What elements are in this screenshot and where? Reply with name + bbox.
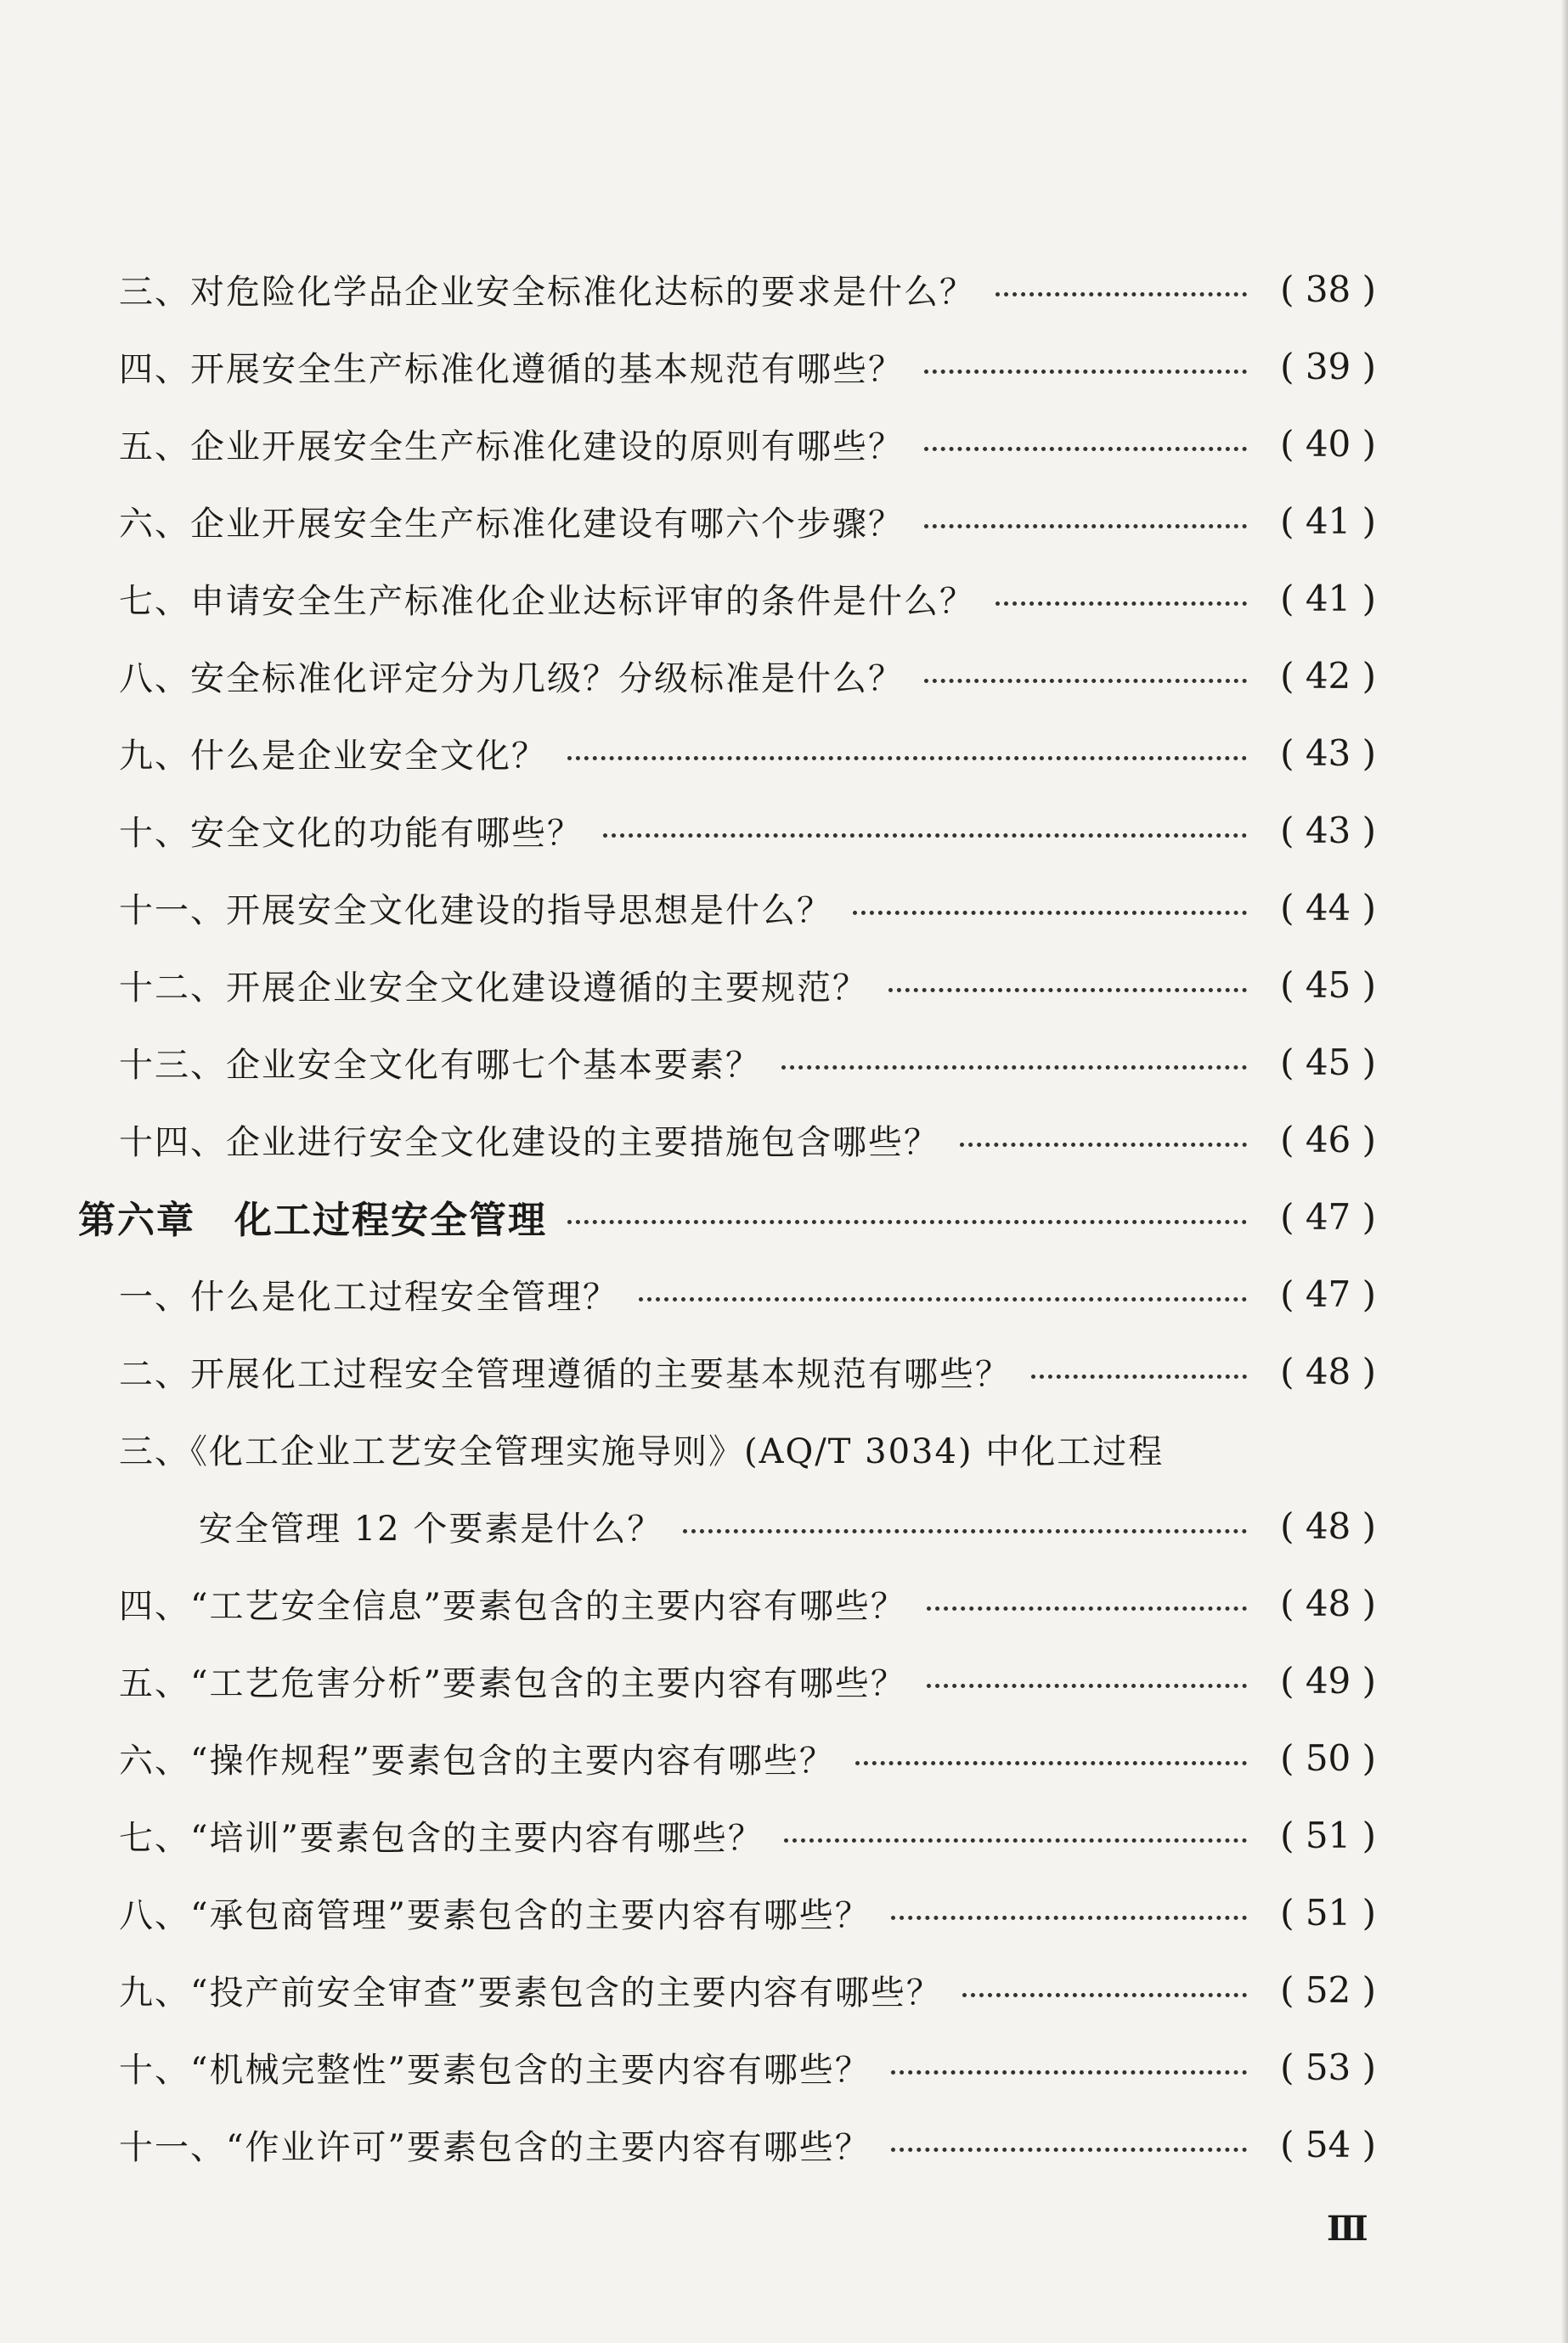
toc-entry[interactable]	[119, 332, 1376, 400]
dot-leader	[996, 601, 1247, 606]
toc-entry-continuation[interactable]	[199, 1492, 1376, 1560]
toc-entry-title: 七、“培训”要素包含的主要内容有哪些？	[119, 1818, 764, 1858]
toc-entry-title-continuation: 安全管理 12 个要素是什么？	[199, 1509, 663, 1549]
toc-entry[interactable]	[119, 951, 1376, 1019]
toc-entry-page: ( 45 )	[1280, 963, 1376, 1006]
toc-entry-page: ( 38 )	[1280, 268, 1376, 310]
toc-entry-page: ( 43 )	[1280, 731, 1376, 774]
dot-leader	[924, 447, 1247, 451]
toc-entry[interactable]	[119, 873, 1376, 941]
toc-chapter-heading[interactable]	[78, 1183, 1376, 1251]
toc-entry[interactable]	[119, 1105, 1376, 1173]
toc-entry[interactable]	[119, 1028, 1376, 1096]
dot-leader	[891, 2148, 1247, 2152]
toc-entry-title: 十一、开展安全文化建设的指导思想是什么？	[119, 890, 832, 930]
toc-entry-title: 十三、企业安全文化有哪七个基本要素？	[119, 1045, 761, 1085]
chapter-page: ( 47 )	[1280, 1195, 1376, 1238]
dot-leader	[853, 911, 1247, 915]
toc-entry-title: 四、开展安全生产标准化遵循的基本规范有哪些？	[119, 349, 904, 389]
toc-entry-title: 八、“承包商管理”要素包含的主要内容有哪些？	[119, 1895, 871, 1935]
toc-entry-page: ( 47 )	[1280, 1273, 1376, 1315]
dot-leader	[924, 370, 1247, 374]
toc-entry-page: ( 41 )	[1280, 577, 1376, 619]
dot-leader	[888, 988, 1247, 992]
toc-entry[interactable]	[119, 1337, 1376, 1405]
toc-entry[interactable]	[119, 641, 1376, 709]
dot-leader	[891, 1916, 1247, 1920]
toc-entry-title: 五、企业开展安全生产标准化建设的原则有哪些？	[119, 426, 904, 466]
toc-entry-page: ( 43 )	[1280, 809, 1376, 851]
toc-entry-page: ( 48 )	[1280, 1505, 1376, 1547]
dot-leader	[924, 679, 1247, 683]
toc-entry-page: ( 45 )	[1280, 1041, 1376, 1083]
dot-leader	[996, 292, 1247, 296]
dot-leader	[927, 1684, 1247, 1688]
toc-entry-page: ( 48 )	[1280, 1582, 1376, 1624]
dot-leader	[603, 833, 1247, 838]
toc-entry-page: ( 40 )	[1280, 422, 1376, 465]
toc-entry-title: 十四、企业进行安全文化建设的主要措施包含哪些？	[119, 1122, 939, 1162]
toc-entry-title: 十二、开展企业安全文化建设遵循的主要规范？	[119, 968, 868, 1008]
dot-leader	[567, 756, 1247, 760]
dot-leader	[960, 1143, 1247, 1147]
dot-leader	[1031, 1375, 1247, 1379]
toc-entry-page: ( 50 )	[1280, 1736, 1376, 1779]
toc-entry-title: 十、“机械完整性”要素包含的主要内容有哪些？	[119, 2050, 871, 2090]
toc-entry-multiline[interactable]	[119, 1414, 1376, 1482]
toc-entry-page: ( 52 )	[1280, 1968, 1376, 2011]
toc-entry-title: 三、对危险化学品企业安全标准化达标的要求是什么？	[119, 272, 975, 312]
toc-entry-page: ( 46 )	[1280, 1118, 1376, 1160]
toc-entry[interactable]	[119, 796, 1376, 864]
toc-entry[interactable]	[119, 1569, 1376, 1637]
toc-entry-page: ( 53 )	[1280, 2046, 1376, 2088]
page-number: Ⅲ	[1327, 2209, 1369, 2249]
toc-entry[interactable]	[119, 1801, 1376, 1869]
toc-entry-page: ( 49 )	[1280, 1659, 1376, 1702]
toc-entry-page: ( 44 )	[1280, 886, 1376, 929]
toc-entry-page: ( 42 )	[1280, 654, 1376, 697]
toc-entry-title: 十一、“作业许可”要素包含的主要内容有哪些？	[119, 2127, 871, 2167]
toc-entry[interactable]	[119, 1724, 1376, 1792]
toc-entry-title: 十、安全文化的功能有哪些？	[119, 813, 583, 853]
toc-entry-title: 六、“操作规程”要素包含的主要内容有哪些？	[119, 1741, 835, 1781]
toc-entry[interactable]	[119, 564, 1376, 632]
toc-entry[interactable]	[119, 255, 1376, 323]
dot-leader	[784, 1838, 1247, 1843]
toc-entry-title: 五、“工艺危害分析”要素包含的主要内容有哪些？	[119, 1663, 906, 1703]
toc-entry-page: ( 51 )	[1280, 1891, 1376, 1934]
toc-entry-title: 三、《化工企业工艺安全管理实施导则》(AQ/T 3034) 中化工过程	[119, 1431, 1165, 1471]
dot-leader	[927, 1606, 1247, 1611]
dot-leader	[891, 2070, 1247, 2075]
chapter-title: 第六章 化工过程安全管理	[78, 1199, 547, 1242]
dot-leader	[683, 1529, 1247, 1533]
dot-leader	[567, 1220, 1247, 1224]
toc-entry-title: 七、申请安全生产标准化企业达标评审的条件是什么？	[119, 581, 975, 621]
toc-entry[interactable]	[119, 719, 1376, 787]
dot-leader	[781, 1065, 1247, 1070]
toc-entry-title: 六、企业开展安全生产标准化建设有哪六个步骤？	[119, 504, 904, 544]
dot-leader	[924, 524, 1247, 528]
toc-entry-page: ( 54 )	[1280, 2123, 1376, 2165]
dot-leader	[962, 1993, 1247, 1997]
toc-entry-title: 四、“工艺安全信息”要素包含的主要内容有哪些？	[119, 1586, 906, 1626]
dot-leader	[639, 1297, 1247, 1301]
toc-entry-title: 一、什么是化工过程安全管理？	[119, 1277, 618, 1317]
toc-entry-page: ( 51 )	[1280, 1814, 1376, 1856]
toc-entry-title: 二、开展化工过程安全管理遵循的主要基本规范有哪些？	[119, 1354, 1011, 1394]
toc-entry[interactable]	[119, 2033, 1376, 2101]
toc-entry-title: 九、什么是企业安全文化？	[119, 736, 547, 776]
toc-entry-page: ( 41 )	[1280, 500, 1376, 542]
toc-entry[interactable]	[119, 2110, 1376, 2178]
toc-entry[interactable]	[119, 1260, 1376, 1328]
toc-entry-title: 八、安全标准化评定分为几级？分级标准是什么？	[119, 658, 904, 698]
toc-entry[interactable]	[119, 1956, 1376, 2024]
dot-leader	[855, 1761, 1247, 1765]
toc-entry[interactable]	[119, 487, 1376, 555]
toc-entry[interactable]	[119, 1878, 1376, 1946]
toc-entry-page: ( 48 )	[1280, 1350, 1376, 1392]
toc-entry-page: ( 39 )	[1280, 345, 1376, 387]
toc-entry[interactable]	[119, 1646, 1376, 1714]
toc-entry[interactable]	[119, 409, 1376, 477]
toc-entry-title: 九、“投产前安全审查”要素包含的主要内容有哪些？	[119, 1973, 942, 2013]
